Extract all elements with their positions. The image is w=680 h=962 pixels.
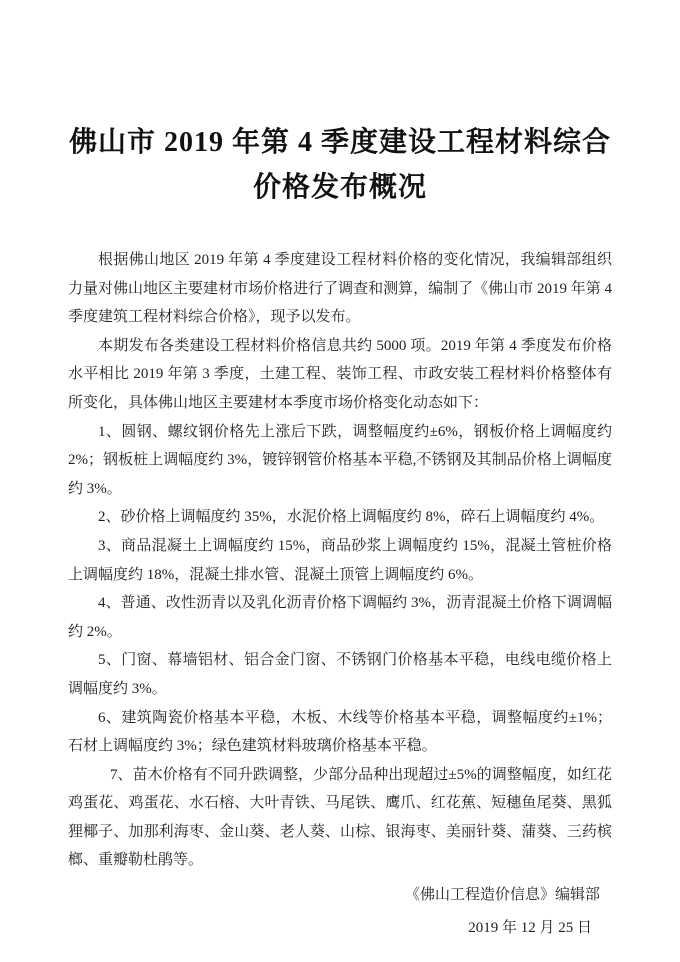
- document-body: [68, 246, 612, 875]
- list-item-2: 2、砂价格上调幅度约 35%，水泥价格上调幅度约 8%，碎石上调幅度约 4%。: [98, 509, 605, 526]
- list-item-7: 7、苗木价格有不同升跌调整，少部分品种出现超过±5%的调整幅度，如红花鸡蛋花、鸡蛋花、水石榕、大叶青铁、马尾铁、鹰爪、红花蕉、短穗鱼尾葵、黑狐狸椰子、加那利海枣、金山葵、老人葵、山棕、银海枣、美丽针葵、蒲葵、三药槟榔、重瓣勒杜鹃等。: [68, 766, 612, 869]
- document-title: [68, 120, 612, 210]
- list-item-3: 3、商品混凝土上调幅度约 15%，商品砂浆上调幅度约 15%，混凝土管桩价格上调幅度约 18%，混凝土排水管、混凝土顶管上调幅度约 6%。: [68, 537, 612, 583]
- list-item-1: 1、圆钢、螺纹钢价格先上涨后下跌，调整幅度约±6%，钢板价格上调幅度约 2%；钢板桩上调幅度约 3%，镀锌钢管价格基本平稳,不锈钢及其制品价格上调幅度约 3%。: [68, 423, 612, 497]
- overview-paragraph: 本期发布各类建设工程材料价格信息共约 5000 项。2019 年第 4 季度发布价格水平相比 2019 年第 3 季度，土建工程、装饰工程、市政安装工程材料价格整体有所变化，具体佛山地区主要建材本季度市场价格变化动态如下：: [68, 337, 612, 411]
- list-item-4: 4、普通、改性沥青以及乳化沥青价格下调幅约 3%，沥青混凝土价格下调调幅约 2%。: [68, 595, 612, 640]
- title-line-1: 佛山市 2019 年第 4 季度建设工程材料综合: [68, 127, 611, 158]
- date-line: 2019 年 12 月 25 日: [468, 919, 592, 936]
- title-line-2: 价格发布概况: [252, 172, 427, 203]
- intro-paragraph: 根据佛山地区 2019 年第 4 季度建设工程材料价格的变化情况，我编辑部组织力量对佛山地区主要建材市场价格进行了调查和测算，编制了《佛山市 2019 年第 4 季度建筑工程材料综合价格》，现予以发布。: [68, 252, 612, 326]
- signature-line: 《佛山工程造价信息》编辑部: [404, 887, 600, 904]
- list-item-5: 5、门窗、幕墙铝材、铝合金门窗、不锈钢门价格基本平稳，电线电缆价格上调幅度约 3%。: [68, 652, 612, 697]
- list-item-6: 6、建筑陶瓷价格基本平稳，木板、木线等价格基本平稳，调整幅度约±1%；石材上调幅度约 3%；绿色建筑材料玻璃价格基本平稳。: [68, 709, 612, 755]
